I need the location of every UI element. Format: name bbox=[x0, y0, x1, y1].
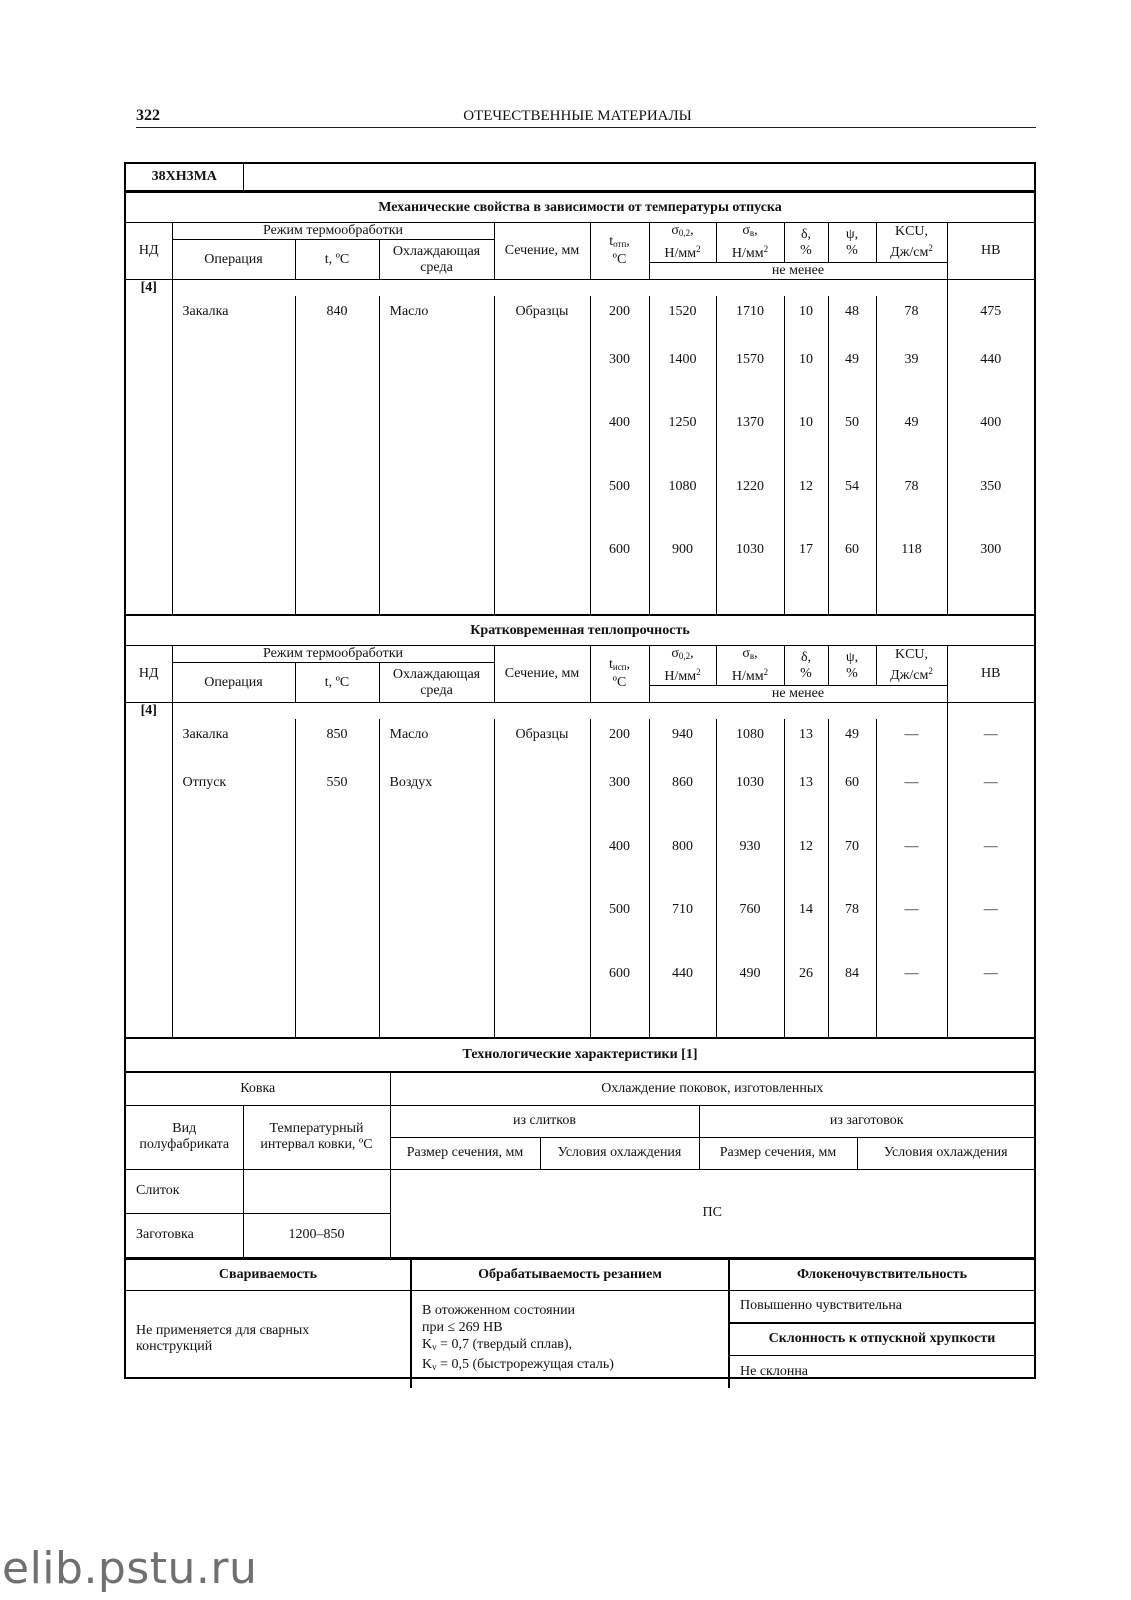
hot-ref: [4] bbox=[126, 703, 172, 720]
cell: 1080 bbox=[649, 455, 716, 518]
t-header: t, ºC bbox=[295, 663, 379, 703]
cell bbox=[494, 1005, 590, 1037]
bottom-table bbox=[126, 1258, 1034, 1388]
temper-op-temp: 840 bbox=[295, 296, 379, 328]
hot-section-title: Кратковременная теплопрочность bbox=[126, 615, 1034, 646]
weldability-text: Не применяется для сварных конструкций bbox=[126, 1291, 411, 1388]
cell bbox=[590, 582, 649, 615]
cell bbox=[494, 455, 590, 518]
cell: 60 bbox=[828, 751, 876, 815]
temper-cooling: Масло bbox=[379, 296, 494, 328]
nd-cell bbox=[126, 582, 172, 615]
cell: 400 bbox=[590, 815, 649, 878]
cell: 760 bbox=[716, 878, 784, 942]
section-header: Сечение, мм bbox=[494, 646, 590, 703]
cell bbox=[172, 391, 295, 455]
cell bbox=[379, 815, 494, 878]
cell bbox=[295, 391, 379, 455]
cell bbox=[379, 942, 494, 1005]
cell bbox=[494, 878, 590, 942]
cell bbox=[172, 942, 295, 1005]
cell: 60 bbox=[828, 518, 876, 582]
brittleness-title: Склонность к отпускной хрупкости bbox=[729, 1323, 1034, 1356]
cell: 800 bbox=[649, 815, 716, 878]
cell bbox=[828, 1005, 876, 1037]
cell: 12 bbox=[784, 455, 828, 518]
temper-section: Образцы bbox=[494, 296, 590, 328]
cell: 600 bbox=[590, 942, 649, 1005]
nd-header: НД bbox=[126, 646, 172, 703]
cell bbox=[947, 582, 1034, 615]
cell: 1220 bbox=[716, 455, 784, 518]
cell bbox=[379, 878, 494, 942]
nd-cell bbox=[126, 878, 172, 942]
nd-cell bbox=[126, 719, 172, 751]
tech-table bbox=[126, 1037, 1034, 1258]
cell bbox=[494, 328, 590, 391]
cell: — bbox=[876, 878, 947, 942]
page-number: 322 bbox=[136, 107, 160, 124]
ps-cell: ПС bbox=[390, 1169, 1034, 1257]
from-ingots-header: из слитков bbox=[390, 1105, 699, 1137]
temper-table bbox=[126, 191, 1034, 1037]
cell: 49 bbox=[828, 328, 876, 391]
nd-cell bbox=[126, 751, 172, 815]
cell: — bbox=[947, 719, 1034, 751]
running-header: ОТЕЧЕСТВЕННЫЕ МАТЕРИАЛЫ bbox=[463, 108, 692, 124]
t-temper-header: $t_{отп}$, ºC bbox=[590, 223, 649, 280]
cell: — bbox=[876, 719, 947, 751]
sigmab-header: $\sigma_в$, $Н/мм^2$ bbox=[716, 646, 784, 686]
cell: 39 bbox=[876, 328, 947, 391]
cell: 860 bbox=[649, 751, 716, 815]
tech-section-title: Технологические характеристики [1] bbox=[126, 1038, 1034, 1072]
flake-text: Повышенно чувствительна bbox=[729, 1291, 1034, 1323]
cell: 400 bbox=[590, 391, 649, 455]
cell: 49 bbox=[828, 719, 876, 751]
cell: 350 bbox=[947, 455, 1034, 518]
cell bbox=[379, 582, 494, 615]
cell: 48 bbox=[828, 296, 876, 328]
hot-cooling: Воздух bbox=[379, 751, 494, 815]
cell: 400 bbox=[947, 391, 1034, 455]
hot-operation: Отпуск bbox=[172, 751, 295, 815]
cell: 118 bbox=[876, 518, 947, 582]
cell: 440 bbox=[649, 942, 716, 1005]
machinability-text: В отожженном состоянии при ≤ 269 HB $K_v = 0,7$ (твердый сплав), $K_v = 0,5$ (быстрорежущая сталь) bbox=[411, 1291, 729, 1388]
cell: 200 bbox=[590, 719, 649, 751]
ingot-temp bbox=[243, 1169, 390, 1213]
section-size-header: Размер сечения, мм bbox=[390, 1137, 540, 1169]
cell bbox=[172, 815, 295, 878]
cell: 1030 bbox=[716, 518, 784, 582]
cell: 1030 bbox=[716, 751, 784, 815]
cell bbox=[494, 391, 590, 455]
mode-header: Режим термообработки bbox=[172, 646, 494, 663]
forging-header: Ковка bbox=[126, 1072, 390, 1105]
temper-operation: Закалка bbox=[172, 296, 295, 328]
cell: 900 bbox=[649, 518, 716, 582]
cell bbox=[172, 455, 295, 518]
cell: — bbox=[947, 751, 1034, 815]
cell bbox=[649, 582, 716, 615]
cell bbox=[716, 582, 784, 615]
cell bbox=[379, 1005, 494, 1037]
cell: 1080 bbox=[716, 719, 784, 751]
cell bbox=[494, 751, 590, 815]
cell: 490 bbox=[716, 942, 784, 1005]
hot-operation: Закалка bbox=[172, 719, 295, 751]
billet-temp: 1200–850 bbox=[243, 1213, 390, 1257]
cell: 54 bbox=[828, 455, 876, 518]
sigmab-header: $\sigma_в$, $Н/мм^2$ bbox=[716, 223, 784, 263]
cell: 1710 bbox=[716, 296, 784, 328]
cell: 12 bbox=[784, 815, 828, 878]
cell: 1370 bbox=[716, 391, 784, 455]
sigma02-header: $\sigma_{0,2}$, $Н/мм^2$ bbox=[649, 646, 716, 686]
cell: 1570 bbox=[716, 328, 784, 391]
cell: 14 bbox=[784, 878, 828, 942]
cell: — bbox=[947, 942, 1034, 1005]
nd-cell bbox=[126, 518, 172, 582]
cell: 10 bbox=[784, 328, 828, 391]
cell: — bbox=[947, 815, 1034, 878]
cell: 78 bbox=[876, 455, 947, 518]
machinability-title: Обрабатываемость резанием bbox=[411, 1259, 729, 1291]
delta-header: δ, % bbox=[784, 646, 828, 686]
cooling-cond-header: Условия охлаждения bbox=[857, 1137, 1034, 1169]
operation-header: Операция bbox=[172, 240, 295, 280]
cell bbox=[379, 455, 494, 518]
t-header: t, ºC bbox=[295, 240, 379, 280]
cell: 84 bbox=[828, 942, 876, 1005]
spacer bbox=[947, 280, 1034, 297]
cell: 1250 bbox=[649, 391, 716, 455]
cell: 17 bbox=[784, 518, 828, 582]
cell: 500 bbox=[590, 455, 649, 518]
nd-cell bbox=[126, 296, 172, 328]
cell bbox=[379, 328, 494, 391]
cell: 300 bbox=[590, 751, 649, 815]
cell bbox=[494, 582, 590, 615]
cell bbox=[494, 518, 590, 582]
cell bbox=[295, 518, 379, 582]
nd-header: НД bbox=[126, 223, 172, 280]
nd-cell bbox=[126, 328, 172, 391]
cell bbox=[379, 518, 494, 582]
cell bbox=[494, 942, 590, 1005]
cell: 26 bbox=[784, 942, 828, 1005]
cell bbox=[876, 582, 947, 615]
hot-op-temp: 850 bbox=[295, 719, 379, 751]
cell: 940 bbox=[649, 719, 716, 751]
cell: 1520 bbox=[649, 296, 716, 328]
t-test-header: $t_{исп}$, ºC bbox=[590, 646, 649, 703]
cell bbox=[172, 328, 295, 391]
nd-cell bbox=[126, 1005, 172, 1037]
psi-header: ψ, % bbox=[828, 223, 876, 263]
cell bbox=[590, 1005, 649, 1037]
cell bbox=[295, 328, 379, 391]
hot-op-temp: 550 bbox=[295, 751, 379, 815]
cell: — bbox=[876, 942, 947, 1005]
cell bbox=[947, 1005, 1034, 1037]
spacer bbox=[947, 703, 1034, 720]
cell bbox=[784, 1005, 828, 1037]
cell: 50 bbox=[828, 391, 876, 455]
cell: 13 bbox=[784, 751, 828, 815]
cell bbox=[295, 455, 379, 518]
ingot-label: Слиток bbox=[126, 1169, 243, 1213]
cell: 78 bbox=[876, 296, 947, 328]
cell: 300 bbox=[947, 518, 1034, 582]
product-type-header: Вид полуфабриката bbox=[126, 1105, 243, 1169]
temper-section-title: Механические свойства в зависимости от температуры отпуска bbox=[126, 192, 1034, 223]
cell: 440 bbox=[947, 328, 1034, 391]
spacer bbox=[172, 280, 947, 297]
cell bbox=[494, 815, 590, 878]
cell: 70 bbox=[828, 815, 876, 878]
cooling-header: Охлаждающая среда bbox=[379, 663, 494, 703]
header-rule bbox=[136, 127, 1036, 128]
brittleness-text: Не склонна bbox=[729, 1356, 1034, 1388]
temper-ref: [4] bbox=[126, 280, 172, 297]
temp-interval-header: Температурный интервал ковки, ºС bbox=[243, 1105, 390, 1169]
cell: — bbox=[876, 751, 947, 815]
kcu-header: KCU, $Дж/см^2$ bbox=[876, 223, 947, 263]
delta-header: δ, % bbox=[784, 223, 828, 263]
cell bbox=[172, 878, 295, 942]
grade-blank-cell bbox=[243, 164, 1034, 191]
cell: 500 bbox=[590, 878, 649, 942]
from-billets-header: из заготовок bbox=[699, 1105, 1034, 1137]
cell bbox=[295, 878, 379, 942]
mode-header: Режим термообработки bbox=[172, 223, 494, 240]
cooling-forgings-header: Охлаждение поковок, изготовленных bbox=[390, 1072, 1034, 1105]
nd-cell bbox=[126, 815, 172, 878]
cell: 710 bbox=[649, 878, 716, 942]
hb-header: HB bbox=[947, 223, 1034, 280]
cooling-cond-header: Условия охлаждения bbox=[540, 1137, 699, 1169]
cell: 200 bbox=[590, 296, 649, 328]
data-sheet-frame bbox=[124, 162, 1036, 1379]
cooling-header: Охлаждающая среда bbox=[379, 240, 494, 280]
weldability-title: Свариваемость bbox=[126, 1259, 411, 1291]
cell: 475 bbox=[947, 296, 1034, 328]
cell: 300 bbox=[590, 328, 649, 391]
nd-cell bbox=[126, 942, 172, 1005]
billet-label: Заготовка bbox=[126, 1213, 243, 1257]
hot-section: Образцы bbox=[494, 719, 590, 751]
cell bbox=[295, 815, 379, 878]
steel-grade: 38ХН3МА bbox=[126, 164, 243, 191]
min-header: не менее bbox=[649, 263, 947, 280]
cell: 600 bbox=[590, 518, 649, 582]
cell: — bbox=[876, 815, 947, 878]
kcu-header: KCU, $Дж/см^2$ bbox=[876, 646, 947, 686]
cell bbox=[172, 582, 295, 615]
cell bbox=[172, 518, 295, 582]
cell: 13 bbox=[784, 719, 828, 751]
cell bbox=[295, 942, 379, 1005]
operation-header: Операция bbox=[172, 663, 295, 703]
min-header: не менее bbox=[649, 686, 947, 703]
cell: — bbox=[947, 878, 1034, 942]
cell: 49 bbox=[876, 391, 947, 455]
cell bbox=[828, 582, 876, 615]
cell bbox=[876, 1005, 947, 1037]
cell: 10 bbox=[784, 391, 828, 455]
cell bbox=[172, 1005, 295, 1037]
watermark: elib.pstu.ru bbox=[2, 1543, 258, 1594]
cell: 930 bbox=[716, 815, 784, 878]
cell bbox=[716, 1005, 784, 1037]
nd-cell bbox=[126, 455, 172, 518]
cell bbox=[295, 582, 379, 615]
cell bbox=[379, 391, 494, 455]
section-header: Сечение, мм bbox=[494, 223, 590, 280]
cell: 78 bbox=[828, 878, 876, 942]
grade-header bbox=[126, 164, 1034, 191]
cell bbox=[295, 1005, 379, 1037]
spacer bbox=[172, 703, 947, 720]
psi-header: ψ, % bbox=[828, 646, 876, 686]
nd-cell bbox=[126, 391, 172, 455]
sigma02-header: $\sigma_{0,2}$, $Н/мм^2$ bbox=[649, 223, 716, 263]
cell: 10 bbox=[784, 296, 828, 328]
hb-header: HB bbox=[947, 646, 1034, 703]
cell bbox=[649, 1005, 716, 1037]
cell: 1400 bbox=[649, 328, 716, 391]
section-size-header: Размер сечения, мм bbox=[699, 1137, 857, 1169]
flake-title: Флокеночувствительность bbox=[729, 1259, 1034, 1291]
hot-cooling: Масло bbox=[379, 719, 494, 751]
cell bbox=[784, 582, 828, 615]
